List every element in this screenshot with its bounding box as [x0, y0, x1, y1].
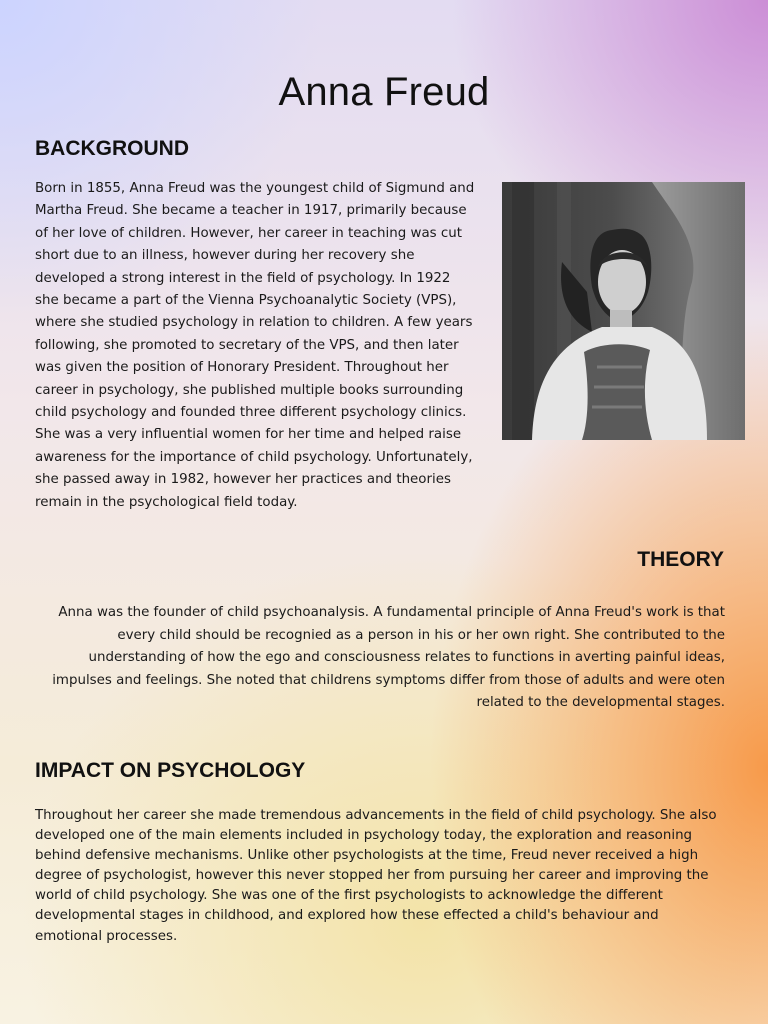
background-heading: BACKGROUND	[35, 137, 189, 160]
impact-heading: IMPACT ON PSYCHOLOGY	[35, 759, 306, 782]
page-title: Anna Freud	[278, 70, 490, 114]
portrait-image	[502, 182, 745, 440]
background-paragraph: Born in 1855, Anna Freud was the youngest child of Sigmund and Martha Freud. She became a teacher in 1917, primarily because of her love of children. However, her career in teaching was cut short due to an illness, however during her recovery she developed a strong interest in the field of psychology. In 1922 she became a part of the Vienna Psychoanalytic Society (VPS), where she studied psychology in relation to children. A few years following, she promoted to secretary of the VPS, and then later was given the position of Honorary President. Throughout her career in psychology, she published multiple books surrounding child psychology and founded three different psychology clinics. She was a very influential women for her time and helped raise awareness for the importance of child psychology. Unfortunately, she passed away in 1982, however her practices and theories remain in the psychological field today.	[35, 181, 475, 510]
theory-heading: THEORY	[637, 548, 724, 571]
portrait-photo	[502, 182, 745, 440]
theory-paragraph: Anna was the founder of child psychoanalysis. A fundamental principle of Anna Freud's work is that every child should be recognied as a person in his or her own right. She contributed to the understanding of how the ego and consciousness relates to functions in averting painful ideas, impulses and feelings. She noted that childrens symptoms differ from those of adults and were oten related to the developmental stages.	[52, 605, 725, 710]
impact-paragraph: Throughout her career she made tremendous advancements in the field of child psychology. She also developed one of the main elements included in psychology today, the exploration and reasoning behind defensive mechanisms. Unlike other psychologists at the time, Freud never received a high degree of psychologist, however this never stopped her from pursuing her career and improving the world of child psychology. She was one of the first psychologists to acknowledge the different developmental stages in childhood, and explored how these effected a child's behaviour and emotional processes.	[35, 808, 717, 944]
